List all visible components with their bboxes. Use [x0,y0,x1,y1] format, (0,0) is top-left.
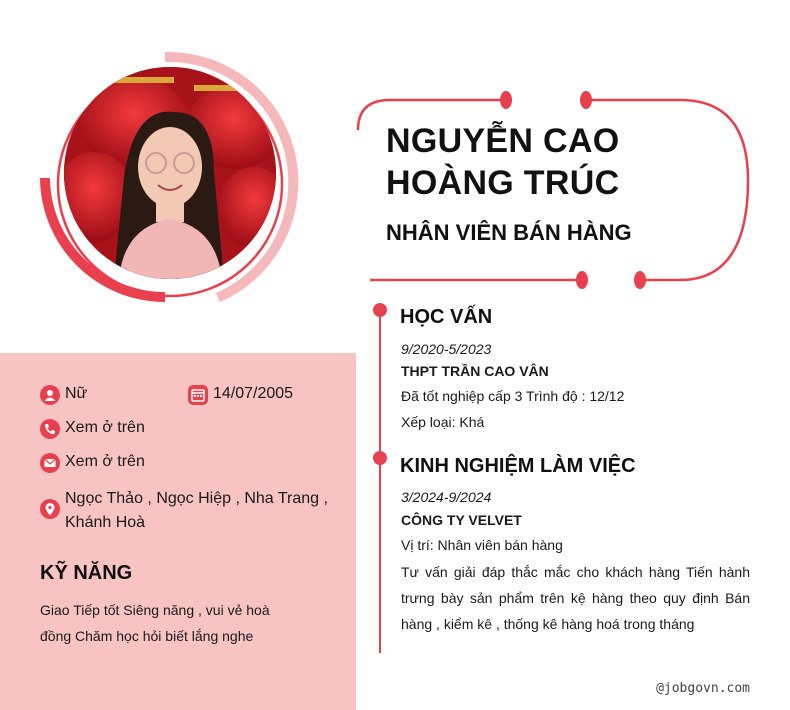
watermark: @jobgovn.com [656,681,750,696]
experience-position: Vị trí: Nhân viên bán hàng [401,537,563,553]
education-school: THPT TRẦN CAO VÂN [401,363,549,379]
location-icon [40,499,60,519]
experience-description [401,559,750,637]
email-text: Xem ở trên [65,453,145,470]
user-icon [40,385,60,405]
experience-desc-line-2: trưng bày sản phẩm trên kệ hàng theo quy định Bán [401,590,750,606]
gender-text: Nữ [65,385,88,402]
education-title: HỌC VẤN [400,306,493,328]
education-detail-2: Xếp loại: Khá [401,414,485,430]
timeline-dot-experience [373,451,387,465]
job-title: NHÂN VIÊN BÁN HÀNG [386,220,632,245]
address-text [65,487,328,535]
address-line-1: Ngọc Thảo , Ngọc Hiệp , Nha Trang , [65,490,328,507]
education-period: 9/2020-5/2023 [401,341,492,357]
skills-title: KỸ NĂNG [40,562,133,584]
skills-line-2: đồng Chăm học hỏi biết lắng nghe [40,628,254,644]
phone-text: Xem ở trên [65,419,145,436]
skills-line-1: Giao Tiếp tốt Siêng năng , vui vẻ hoà [40,602,270,618]
avatar-photo [64,67,276,279]
candidate-name [386,120,619,204]
name-line-1: NGUYỄN CAO [386,122,620,160]
skills-text [40,597,270,649]
experience-title: KINH NGHIỆM LÀM VIỆC [400,455,636,477]
birthdate-text: 14/07/2005 [213,385,294,402]
timeline-line [379,310,381,653]
name-line-2: HOÀNG TRÚC [386,164,620,202]
mail-icon [40,453,60,473]
address-line-2: Khánh Hoà [65,514,146,531]
experience-desc-line-3: hàng , kiểm kê , thống kê hàng hoá trong tháng [401,616,695,632]
experience-company: CÔNG TY VELVET [401,512,522,528]
education-detail-1: Đã tốt nghiệp cấp 3 Trình độ : 12/12 [401,388,625,404]
experience-desc-line-1: Tư vấn giải đáp thắc mắc cho khách hàng Tiến hành [401,564,750,580]
timeline-dot-education [373,303,387,317]
phone-icon [40,419,60,439]
calendar-icon [188,385,208,405]
experience-period: 3/2024-9/2024 [401,489,492,505]
